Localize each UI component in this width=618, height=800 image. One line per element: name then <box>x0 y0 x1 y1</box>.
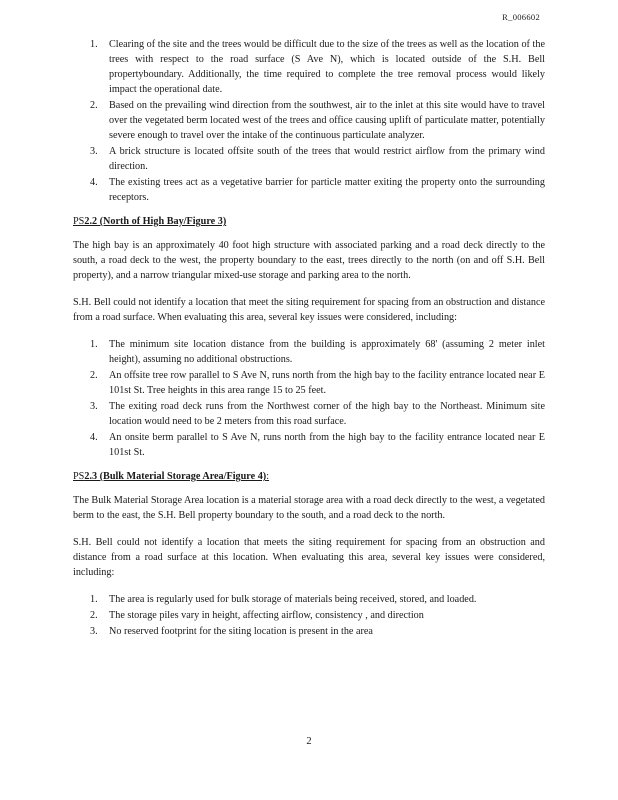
section-heading-ps2-3 <box>73 469 545 484</box>
list-item-number: 1. <box>90 594 98 605</box>
list-item-text: The area is regularly used for bulk storage of materials being received, stored, and loaded. <box>109 594 477 605</box>
list-item-text: Based on the prevailing wind direction from the southwest, air to the inlet at this site would have to travel over the vegetated berm located west of the trees and office causing uplift of particulate matter, potentially severe enough to travel over the intake of the continuous particulate analyzer. <box>109 100 545 141</box>
list-item <box>73 175 545 205</box>
list-item-text: An offsite tree row parallel to S Ave N, runs north from the high bay to the facility entrance located near E 101st St. Tree heights in this area range 15 to 25 feet. <box>109 370 545 396</box>
section-3-paragraph-1: The Bulk Material Storage Area location is a material storage area with a road deck directly to the west, a vegetated berm to the east, the S.H. Bell property boundary to the south, and a road deck to the north. <box>73 495 545 521</box>
list-item <box>73 430 545 460</box>
list-item <box>73 337 545 367</box>
document-id: R_006602 <box>502 12 540 22</box>
list-item-text: The minimum site location distance from the building is approximately 68' (assuming 2 meter inlet height), assuming no additional obstructions. <box>109 339 545 365</box>
list-item-text: An onsite berm parallel to S Ave N, runs north from the high bay to the facility entrance located near E 101st St. <box>109 432 545 458</box>
list-item-text: The exiting road deck runs from the Northwest corner of the high bay to the Northeast. Minimum site location would need to be 2 meters from this road surface. <box>109 401 545 427</box>
page-content <box>73 37 545 640</box>
section-heading-ps2-2 <box>73 214 545 229</box>
page-number: 2 <box>306 736 312 747</box>
list-item-number: 1. <box>90 339 98 350</box>
list-item <box>73 608 545 623</box>
list-item <box>73 399 545 429</box>
section-prefix: PS <box>73 471 85 482</box>
list-item-text: No reserved footprint for the siting location is present in the area <box>109 626 373 637</box>
section-title: 2.3 (Bulk Material Storage Area/Figure 4) <box>84 471 267 482</box>
list-item-number: 2. <box>90 100 98 111</box>
section-2-paragraph-1: The high bay is an approximately 40 foot high structure with associated parking and a road deck directly to the south, a road deck to the west, the property boundary to the east, trees directly to the north (on and off S.H. Bell property), and a narrow triangular mixed-use storage and parking area to the north. <box>73 240 545 281</box>
list-item <box>73 624 545 639</box>
section-title: 2.2 (North of High Bay/Figure 3) <box>84 216 227 227</box>
section-prefix: PS <box>73 216 85 227</box>
list-item-text: The storage piles vary in height, affecting airflow, consistency , and direction <box>109 610 424 621</box>
section-title-suffix: : <box>266 471 270 482</box>
list-section-1-issues <box>73 37 545 205</box>
section-3-paragraph-2: S.H. Bell could not identify a location that meets the siting requirement for spacing from an obstruction and distance from a road surface at this location. When evaluating this area, several key issues were considered, including: <box>73 537 545 578</box>
list-item-number: 2. <box>90 610 98 621</box>
list-item-number: 1. <box>90 39 98 50</box>
list-item-number: 3. <box>90 401 98 412</box>
list-item-text: The existing trees act as a vegetative barrier for particle matter exiting the property onto the surrounding receptors. <box>109 177 545 203</box>
list-item-number: 3. <box>90 146 98 157</box>
list-item-number: 3. <box>90 626 98 637</box>
list-item-text: A brick structure is located offsite south of the trees that would restrict airflow from the primary wind direction. <box>109 146 545 172</box>
list-item-text: Clearing of the site and the trees would be difficult due to the size of the trees as well as the location of the trees with respect to the road surface (S Ave N), which is located outside of the S.H. Bell propertyboundary. Additionally, the time required to complete the tree removal process would likely impact the operational date. <box>109 39 545 95</box>
list-item <box>73 368 545 398</box>
list-section-2-issues <box>73 337 545 460</box>
section-2-paragraph-2: S.H. Bell could not identify a location that meet the siting requirement for spacing from an obstruction and distance from a road surface. When evaluating this area, several key issues were considered, including: <box>73 297 545 323</box>
list-item-number: 4. <box>90 432 98 443</box>
list-item <box>73 37 545 97</box>
list-section-3-issues <box>73 592 545 639</box>
list-item <box>73 144 545 174</box>
list-item <box>73 592 545 607</box>
list-item-number: 4. <box>90 177 98 188</box>
list-item-number: 2. <box>90 370 98 381</box>
list-item <box>73 98 545 143</box>
